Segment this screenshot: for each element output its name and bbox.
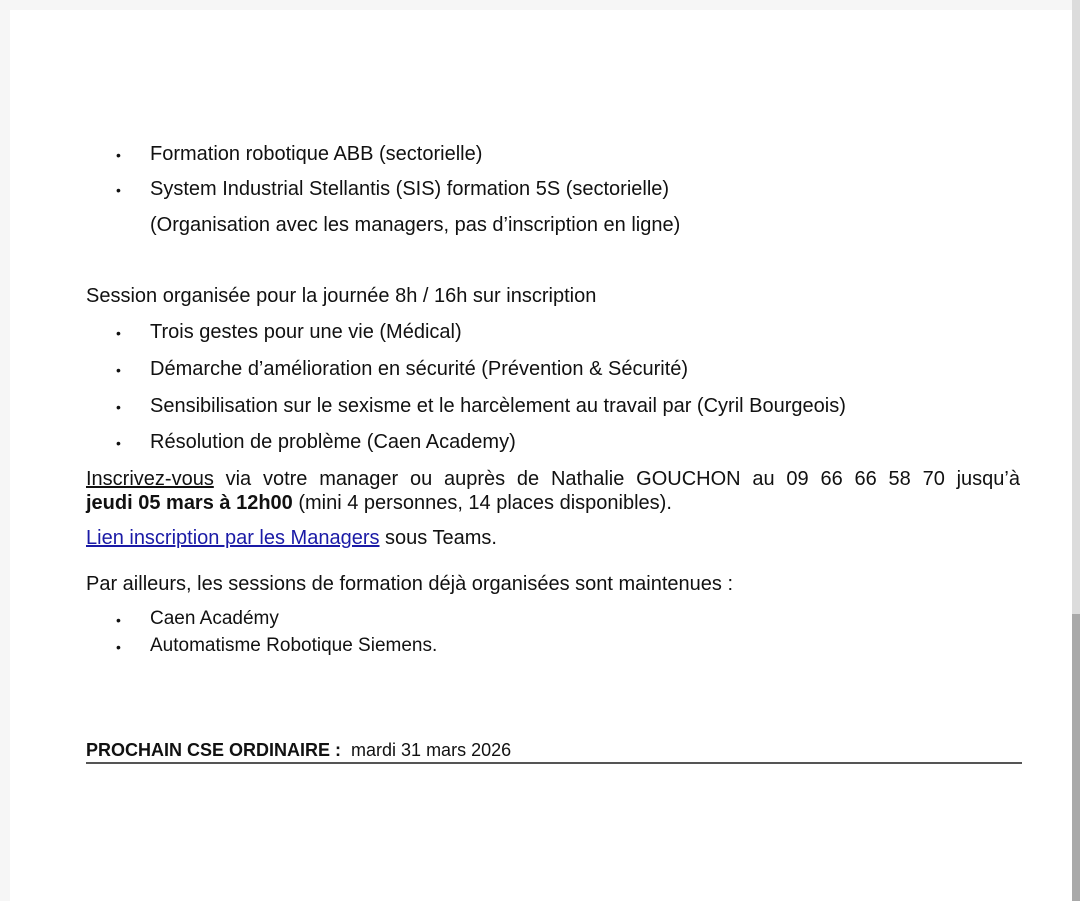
list-item: Démarche d’amélioration en sécurité (Prévention & Sécurité) [150,358,689,380]
bullet: • [116,325,121,341]
bullet: • [116,362,121,378]
next-cse [86,738,511,762]
scrollbar-thumb[interactable] [1072,614,1080,901]
bullet: • [116,182,121,198]
manager-registration-link[interactable]: Lien inscription par les Managers [86,527,380,549]
list-item: Trois gestes pour une vie (Médical) [150,321,462,343]
inscrivez-vous-link[interactable]: Inscrivez-vous [86,468,214,490]
deadline: jeudi 05 mars à 12h00 [86,492,293,514]
list-item: Sensibilisation sur le sexisme et le harcèlement au travail par (Cyril Bourgeois) [150,395,846,417]
next-cse-label: PROCHAIN CSE ORDINAIRE : [86,740,342,760]
bullet: • [116,612,121,628]
list-item: Caen Académy [150,608,279,629]
teams-line [86,526,497,550]
bullet: • [116,639,121,655]
list-note: (Organisation avec les managers, pas d’inscription en ligne) [150,214,681,236]
bullet: • [116,147,121,163]
par-ailleurs: Par ailleurs, les sessions de formation déjà organisées sont maintenues : [86,573,734,595]
inscription-text: via votre manager ou auprès de Nathalie GOUCHON au 09 66 66 58 70 jusqu’à [213,468,1020,490]
list-item: Automatisme Robotique Siemens. [150,635,438,656]
divider [86,762,1022,764]
list-item: Formation robotique ABB (sectorielle) [150,143,483,165]
list-item: Résolution de problème (Caen Academy) [150,431,516,453]
deadline-note: (mini 4 personnes, 14 places disponibles). [292,492,672,514]
next-cse-date: mardi 31 mars 2026 [351,740,512,760]
list-item: System Industrial Stellantis (SIS) formation 5S (sectorielle) [150,178,670,200]
deadline-line [86,491,672,515]
inscription-line [86,467,1020,491]
bullet: • [116,399,121,415]
bullet: • [116,435,121,451]
teams-text: sous Teams. [379,527,497,549]
session-title: Session organisée pour la journée 8h / 16h sur inscription [86,285,597,307]
